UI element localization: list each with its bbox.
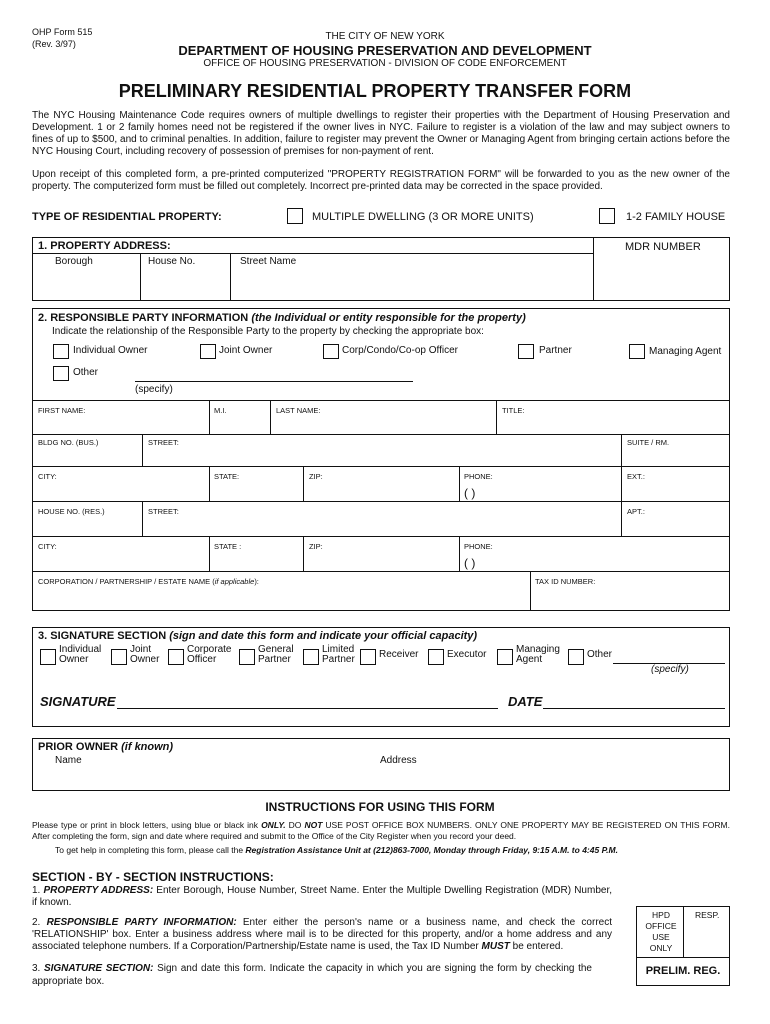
prelim-reg-label: PRELIM. REG. xyxy=(645,965,721,977)
capacity-checkbox-receiver[interactable] xyxy=(360,649,376,665)
family-house-label: 1-2 FAMILY HOUSE xyxy=(626,211,726,223)
multiple-dwelling-checkbox[interactable] xyxy=(287,208,303,224)
revision: (Rev. 3/97) xyxy=(32,39,76,49)
bus-phone-field[interactable]: PHONE: xyxy=(464,472,493,481)
capacity-checkbox-individual[interactable] xyxy=(40,649,56,665)
property-address-title: 1. PROPERTY ADDRESS: xyxy=(38,240,171,252)
corp-officer-checkbox[interactable] xyxy=(323,344,339,359)
specify-label: (specify) xyxy=(135,384,173,395)
capacity-label: Managing Agent xyxy=(516,644,560,665)
option-label: Individual Owner xyxy=(73,345,148,356)
office: OFFICE OF HOUSING PRESERVATION - DIVISION OF CODE ENFORCEMENT xyxy=(203,58,567,69)
capacity-label: Individual Owner xyxy=(59,644,102,665)
capacity-label: Corporate Officer xyxy=(187,644,232,665)
bus-zip-field[interactable]: ZIP: xyxy=(309,472,323,481)
relationship-instruction: Indicate the relationship of the Responsible Party to the property by checking the appropriate box: xyxy=(52,326,484,337)
instructions-paragraph: Please type or print in block letters, using blue or black ink ONLY. DO NOT USE POST OFFICE BOX NUMBERS. ONLY ONE PROPERTY MAY BE REGISTERED ON THIS FORM. After completing the form, sign and date where required and submit to the Office of the City Register when you record your deed. xyxy=(32,820,730,841)
ext-field[interactable]: EXT.: xyxy=(627,472,645,481)
mi-field[interactable]: M.I. xyxy=(214,406,227,415)
title-field[interactable]: TITLE: xyxy=(502,406,525,415)
intro-paragraph: Upon receipt of this completed form, a pre-printed computerized "PROPERTY REGISTRATION FORM" will be forwarded to you as the new owner of the property. The computerized form must be filled out completely. Incorrect pre-printed data may be corrected in the space provided. xyxy=(32,169,730,192)
capacity-label: Joint Owner xyxy=(130,644,160,665)
house-no-field[interactable]: House No. xyxy=(148,256,196,267)
capacity-label: Other xyxy=(587,649,613,660)
capacity-label: Limited Partner xyxy=(322,644,355,665)
bldg-no-field[interactable]: BLDG NO. (BUS.) xyxy=(38,438,99,447)
res-zip-field[interactable]: ZIP: xyxy=(309,542,323,551)
resp-label: RESP. xyxy=(695,910,720,920)
managing-agent-checkbox[interactable] xyxy=(629,344,645,359)
first-name-field[interactable]: FIRST NAME: xyxy=(38,406,86,415)
capacity-label: Receiver xyxy=(379,649,419,660)
last-name-field[interactable]: LAST NAME: xyxy=(276,406,321,415)
instructions-title: INSTRUCTIONS FOR USING THIS FORM xyxy=(265,800,495,814)
bus-city-field[interactable]: CITY: xyxy=(38,472,57,481)
partner-checkbox[interactable] xyxy=(518,344,534,359)
prior-owner-name-field[interactable]: Name xyxy=(55,755,82,766)
signature-section xyxy=(32,627,730,727)
date-line[interactable] xyxy=(543,708,725,709)
res-city-field[interactable]: CITY: xyxy=(38,542,57,551)
individual-owner-checkbox[interactable] xyxy=(53,344,69,359)
family-house-checkbox[interactable] xyxy=(599,208,615,224)
capacity-checkbox-managing[interactable] xyxy=(497,649,513,665)
other-specify-line[interactable] xyxy=(135,381,413,382)
help-line: To get help in completing this form, please call the Registration Assistance Unit at (212)863-7000, Monday through Friday, 9:15 A.M. to 4:45 P.M. xyxy=(55,845,618,855)
page-title: PRELIMINARY RESIDENTIAL PROPERTY TRANSFER FORM xyxy=(118,81,632,101)
instruction-item: 3. SIGNATURE SECTION: Sign and date this form. Indicate the capacity in which you are signing the form by checking the appropriate box. xyxy=(32,963,592,987)
capacity-label: General Partner xyxy=(258,644,294,665)
section-instructions-title: SECTION - BY - SECTION INSTRUCTIONS: xyxy=(32,870,274,884)
option-label: Partner xyxy=(539,345,572,356)
res-state-field[interactable]: STATE : xyxy=(214,542,242,551)
capacity-checkbox-general[interactable] xyxy=(239,649,255,665)
res-street-field[interactable]: STREET: xyxy=(148,507,179,516)
prior-owner-title: PRIOR OWNER (if known) xyxy=(38,741,174,753)
capacity-checkbox-corporate[interactable] xyxy=(168,649,184,665)
area-code-parens: ( ) xyxy=(464,486,476,500)
instruction-item: 2. RESPONSIBLE PARTY INFORMATION: Enter either the person's name or a business name, and check the correct 'RELATIONSHIP' box. Enter a business address where mail is to be directed for this property, and/or a home address and any associated telephone numbers. If a Corporation/Partnership/Estate name is used, the Tax ID Number MUST be entered. xyxy=(32,917,612,952)
property-type-label: TYPE OF RESIDENTIAL PROPERTY: xyxy=(32,211,222,223)
borough-field[interactable]: Borough xyxy=(55,256,93,267)
signature-section-title: 3. SIGNATURE SECTION (sign and date this form and indicate your official capacity) xyxy=(38,630,478,642)
joint-owner-checkbox[interactable] xyxy=(200,344,216,359)
apt-field[interactable]: APT.: xyxy=(627,507,645,516)
mdr-number-field[interactable]: MDR NUMBER xyxy=(625,241,701,253)
department: DEPARTMENT OF HOUSING PRESERVATION AND DEVELOPMENT xyxy=(178,43,592,58)
capacity-label: Executor xyxy=(447,649,487,660)
bus-street-field[interactable]: STREET: xyxy=(148,438,179,447)
option-label: Joint Owner xyxy=(219,345,273,356)
corporation-name-field[interactable]: CORPORATION / PARTNERSHIP / ESTATE NAME (if applicable): xyxy=(38,577,259,586)
suite-field[interactable]: SUITE / RM. xyxy=(627,438,670,447)
option-label: Corp/Condo/Co-op Officer xyxy=(342,345,458,356)
capacity-checkbox-executor[interactable] xyxy=(428,649,444,665)
street-name-field[interactable]: Street Name xyxy=(240,256,297,267)
hpd-office-use-label: HPD OFFICE USE ONLY xyxy=(645,910,677,953)
form-number: OHP Form 515 xyxy=(32,27,93,37)
city-name: THE CITY OF NEW YORK xyxy=(325,31,445,42)
house-no-res-field[interactable]: HOUSE NO. (RES.) xyxy=(38,507,105,516)
signature-label: SIGNATURE xyxy=(40,694,116,709)
date-label: DATE xyxy=(508,694,543,709)
other-checkbox[interactable] xyxy=(53,366,69,381)
option-label: Managing Agent xyxy=(649,346,722,357)
instruction-item: 1. PROPERTY ADDRESS: Enter Borough, House Number, Street Name. Enter the Multiple Dwelling Registration (MDR) Number, if known. xyxy=(32,885,613,908)
option-label: Other xyxy=(73,367,99,378)
capacity-checkbox-limited[interactable] xyxy=(303,649,319,665)
prior-owner-address-field[interactable]: Address xyxy=(380,755,417,766)
responsible-party-title: 2. RESPONSIBLE PARTY INFORMATION (the Individual or entity responsible for the property) xyxy=(38,312,526,324)
capacity-checkbox-joint[interactable] xyxy=(111,649,127,665)
intro-paragraph: The NYC Housing Maintenance Code requires owners of multiple dwellings to register their properties with the Department of Housing Preservation and Development. 1 or 2 family homes need not be registered if the owner lives in NYC. Failure to register is a violation of the law and may subject owners to fines of up to $500, and to criminal penalties. In addition, failure to register may prevent the Owner or Managing Agent from bringing certain actions before the NYC Housing Court, including recovery of possession of premises for non-payment of rent. xyxy=(32,110,730,157)
signature-line[interactable] xyxy=(117,708,498,709)
res-phone-field[interactable]: PHONE: xyxy=(464,542,493,551)
tax-id-field[interactable]: TAX ID NUMBER: xyxy=(535,577,596,586)
bus-state-field[interactable]: STATE: xyxy=(214,472,240,481)
area-code-parens: ( ) xyxy=(464,556,476,570)
multiple-dwelling-label: MULTIPLE DWELLING (3 OR MORE UNITS) xyxy=(312,211,534,223)
specify-label: (specify) xyxy=(651,664,689,675)
capacity-checkbox-other[interactable] xyxy=(568,649,584,665)
